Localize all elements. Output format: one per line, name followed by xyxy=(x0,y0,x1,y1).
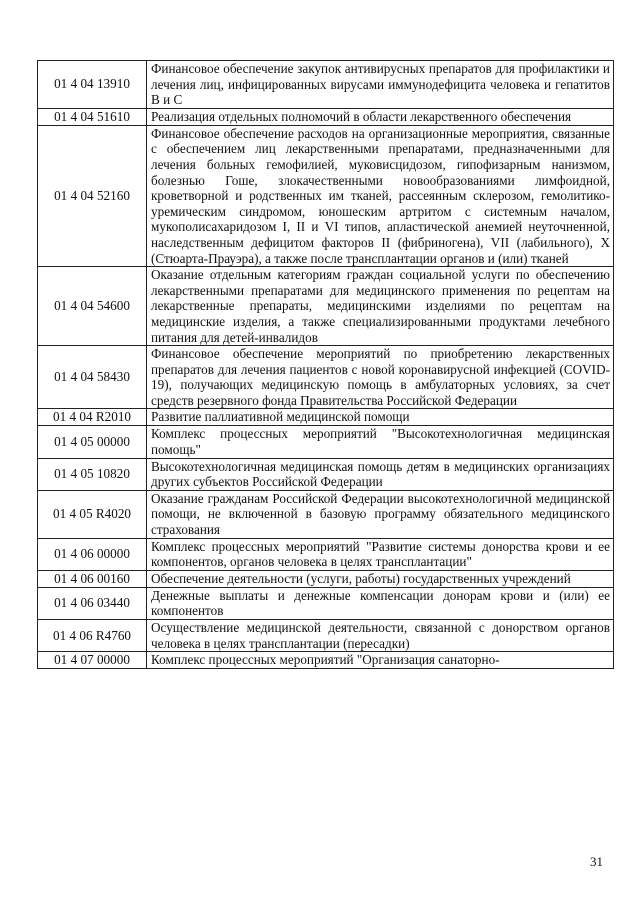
table-row xyxy=(38,267,614,346)
row-description: Осуществление медицинской деятельности, связанной с донорством органов человека в целях трансплантации (пересадки) xyxy=(147,620,614,651)
table-row xyxy=(38,61,614,109)
row-code: 01 4 05 00000 xyxy=(38,426,147,457)
row-code: 01 4 04 51610 xyxy=(38,109,147,125)
row-code: 01 4 06 00000 xyxy=(38,539,147,570)
table-row xyxy=(38,588,614,620)
table-row xyxy=(38,652,614,669)
row-description: Оказание отдельным категориям граждан социальной услуги по обеспечению лекарственными препаратами для медицинского применения по рецептам на лекарственные препараты, медицинскими изделиями по рецептам на медицинские изделия, а также специализированными продуктами лечебного питания для детей-инвалидов xyxy=(147,267,614,345)
table-row xyxy=(38,426,614,458)
row-description: Финансовое обеспечение мероприятий по приобретению лекарственных препаратов для лечения пациентов с новой коронавирусной инфекцией (COVID-19), получающих медицинскую помощь в амбулаторных условиях, за счет средств резервного фонда Правительства Российской Федерации xyxy=(147,346,614,408)
row-description: Обеспечение деятельности (услуги, работы) государственных учреждений xyxy=(147,571,614,587)
table-row xyxy=(38,346,614,409)
row-code: 01 4 06 R4760 xyxy=(38,620,147,651)
row-code: 01 4 04 54600 xyxy=(38,267,147,345)
row-code: 01 4 04 58430 xyxy=(38,346,147,408)
row-code: 01 4 06 03440 xyxy=(38,588,147,619)
row-code: 01 4 07 00000 xyxy=(38,652,147,668)
table-row xyxy=(38,109,614,126)
table-row xyxy=(38,539,614,571)
table-row xyxy=(38,409,614,426)
row-code: 01 4 05 R4020 xyxy=(38,491,147,538)
row-description: Финансовое обеспечение закупок антивирусных препаратов для профилактики и лечения лиц, инфицированных вирусами иммунодефицита человека и гепатитов B и C xyxy=(147,61,614,108)
row-code: 01 4 04 R2010 xyxy=(38,409,147,425)
row-description: Финансовое обеспечение расходов на организационные мероприятия, связанные с обеспечением лиц лекарственными препаратами, предназначенными для лечения больных гемофилией, муковисцидозом, гипофизарным нанизмом, болезнью Гоше, злокачественными новообразованиями лимфоидной, кроветворной и родственных им тканей, рассеянным склерозом, гемолитико-уремическим синдромом, юношеским артритом с системным началом, мукополисахаридозом I, II и VI типов, апластической анемией неуточненной, наследственным дефицитом факторов II (фибриногена), VII (лабильного), X (Стюарта-Прауэра), а также после трансплантации органов и (или) тканей xyxy=(147,126,614,266)
table-row xyxy=(38,620,614,652)
row-description: Реализация отдельных полномочий в области лекарственного обеспечения xyxy=(147,109,614,125)
row-description: Развитие паллиативной медицинской помощи xyxy=(147,409,614,425)
row-code: 01 4 04 52160 xyxy=(38,126,147,266)
row-code: 01 4 05 10820 xyxy=(38,459,147,490)
row-description: Комплекс процессных мероприятий "Организация санаторно- xyxy=(147,652,614,668)
page-number: 31 xyxy=(590,854,603,869)
row-code: 01 4 06 00160 xyxy=(38,571,147,587)
table-row xyxy=(38,571,614,588)
table-row xyxy=(38,459,614,491)
table-row xyxy=(38,126,614,267)
row-code: 01 4 04 13910 xyxy=(38,61,147,108)
row-description: Комплекс процессных мероприятий "Развитие системы донорства крови и ее компонентов, органов человека в целях трансплантации" xyxy=(147,539,614,570)
row-description: Денежные выплаты и денежные компенсации донорам крови и (или) ее компонентов xyxy=(147,588,614,619)
row-description: Комплекс процессных мероприятий "Высокотехнологичная медицинская помощь" xyxy=(147,426,614,457)
row-description: Оказание гражданам Российской Федерации высокотехнологичной медицинской помощи, не включенной в базовую программу обязательного медицинского страхования xyxy=(147,491,614,538)
table-row xyxy=(38,491,614,539)
budget-code-table xyxy=(37,60,614,669)
row-description: Высокотехнологичная медицинская помощь детям в медицинских организациях других субъектов Российской Федерации xyxy=(147,459,614,490)
